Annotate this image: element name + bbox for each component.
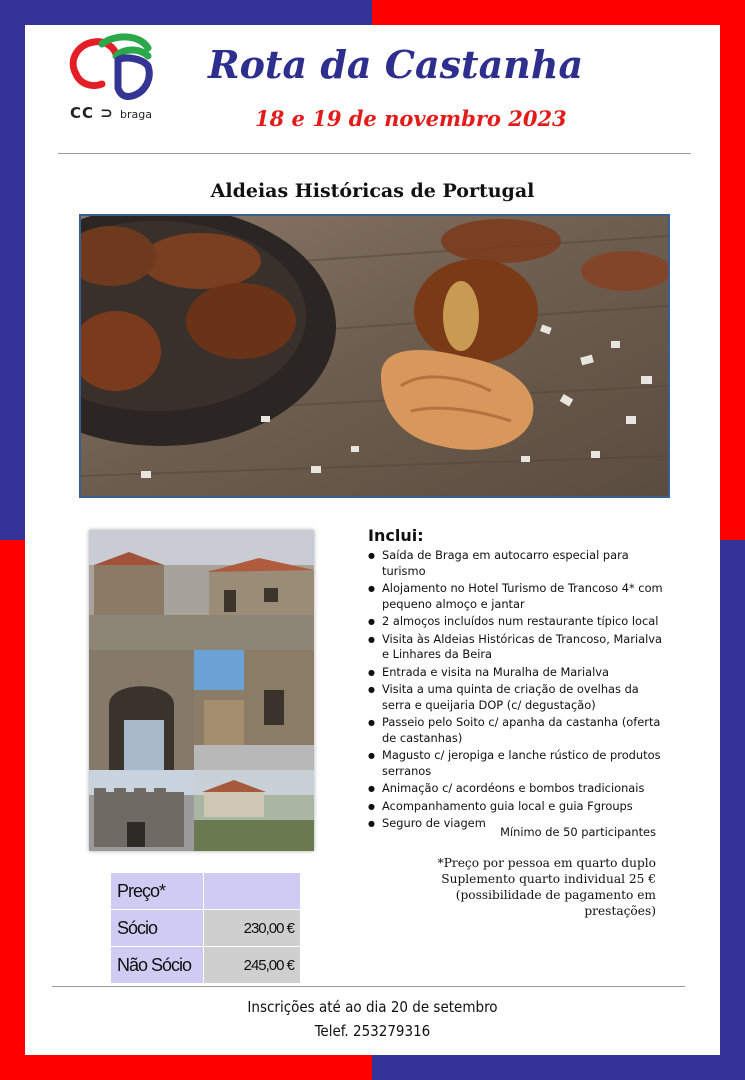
price-value-nao-socio: 245,00 €: [204, 947, 301, 984]
minimum-participants: Mínimo de 50 participantes: [500, 825, 656, 839]
list-item: ● Passeio pelo Soito c/ apanha da castanha (oferta de castanhas): [368, 715, 668, 746]
price-table: [110, 872, 301, 984]
list-item: ● Visita a uma quinta de criação de ovelhas da serra e queijaria DOP (c/ degustação): [368, 682, 668, 713]
table-row: [111, 947, 301, 984]
note-line: *Preço por pessoa em quarto duplo: [437, 856, 656, 870]
list-item: ● Saída de Braga em autocarro especial para turismo: [368, 548, 668, 579]
registration-deadline: Inscrições até ao dia 20 de setembro: [247, 998, 498, 1016]
list-item: ● Entrada e visita na Muralha de Marialva: [368, 665, 668, 681]
list-item: ● Magusto c/ jeropiga e lanche rústico de produtos serranos: [368, 748, 668, 779]
price-value-socio: 230,00 €: [204, 910, 301, 947]
chestnut-photo: [79, 214, 670, 498]
price-header-label: Preço*: [111, 873, 204, 910]
price-notes: [400, 855, 656, 919]
page-title: Rota da Castanha: [208, 42, 584, 87]
price-header-empty: [204, 873, 301, 910]
includes-list: [368, 548, 668, 834]
logo-wordmark: CC ⊃ braga: [70, 104, 153, 122]
price-label-nao-socio: Não Sócio: [111, 947, 204, 984]
note-line: Suplemento quarto individual 25 €: [441, 872, 656, 886]
divider-bottom: [52, 986, 685, 987]
subtitle: Aldeias Históricas de Portugal: [210, 180, 535, 202]
includes-heading: Inclui:: [368, 526, 424, 545]
village-photo-collage: [89, 530, 314, 851]
list-item: ● Visita às Aldeias Históricas de Trancoso, Marialva e Linhares da Beira: [368, 632, 668, 663]
list-item: ● Seguro de viagem: [368, 816, 668, 832]
table-row: [111, 910, 301, 947]
price-label-socio: Sócio: [111, 910, 204, 947]
list-item: ● 2 almoços incluídos num restaurante típico local: [368, 614, 668, 630]
note-line: (possibilidade de pagamento em prestações): [455, 888, 656, 918]
list-item: ● Alojamento no Hotel Turismo de Trancoso 4* com pequeno almoço e jantar: [368, 581, 668, 612]
divider-top: [58, 153, 691, 154]
table-row: [111, 873, 301, 910]
event-date: 18 e 19 de novembro 2023: [255, 106, 567, 131]
contact-phone: Telef. 253279316: [314, 1022, 431, 1040]
list-item: ● Acompanhamento guia local e guia Fgroups: [368, 799, 668, 815]
list-item: ● Animação c/ acordéons e bombos tradicionais: [368, 781, 668, 797]
